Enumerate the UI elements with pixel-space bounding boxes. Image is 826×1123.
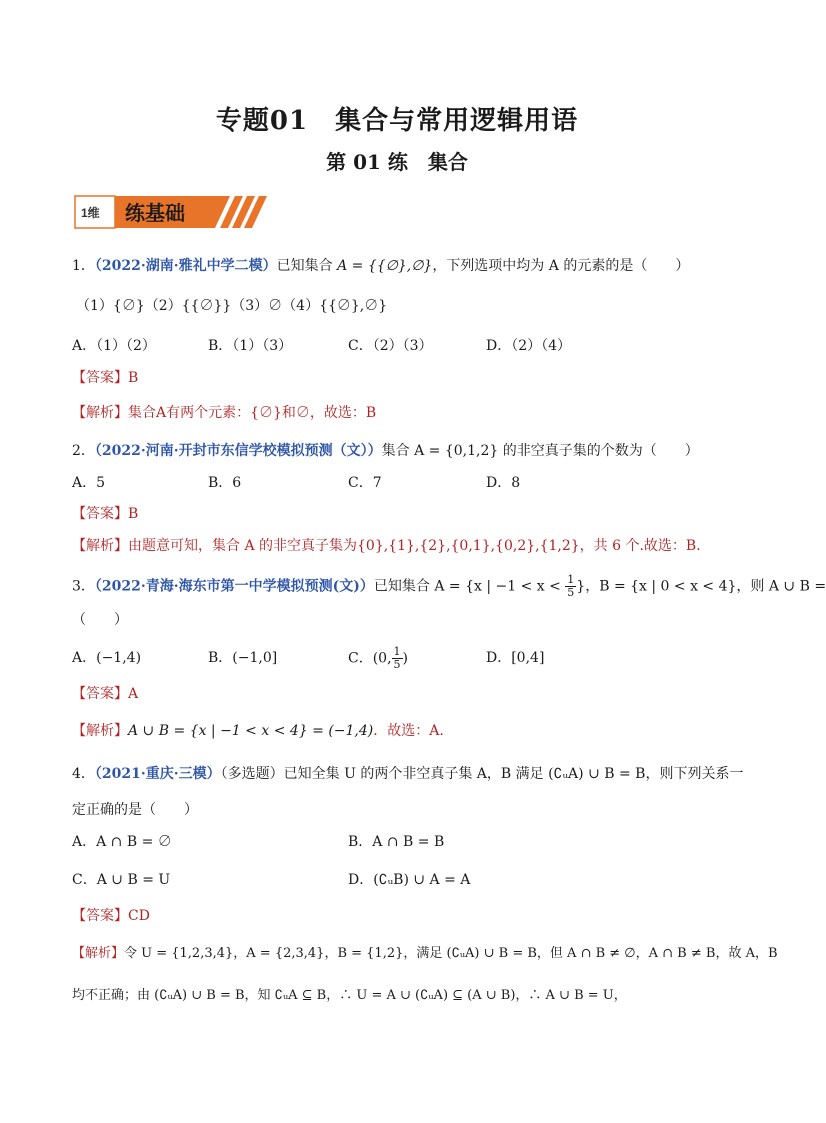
question-4-stem-cont: 定正确的是（ ）: [72, 802, 198, 818]
question-3-source: （2022·青海·海东市第一中学模拟预测(文)）: [94, 578, 374, 595]
question-2-option-a: A．5: [72, 475, 106, 491]
question-2-option-c: C．7: [348, 475, 382, 491]
question-3-stem: 3．（2022·青海·海东市第一中学模拟预测(文)）已知集合 A = {x | −1 < x < $\frac{1}{5}$ }，B = {x | 0 < x < 4}，则 A ∪ B =: [72, 573, 826, 599]
question-1-answer: 【答案】B: [72, 370, 139, 386]
question-3-answer: 【答案】A: [72, 686, 139, 702]
question-4-answer: 【答案】CD: [72, 908, 150, 924]
banner-badge: 1维: [81, 206, 100, 220]
question-3-option-c: C．(0, $\frac{1}{5}$ ): [348, 645, 408, 671]
question-1-option-d: D．（2）（4）: [486, 338, 572, 354]
page-subtitle: 第 01 练 集合: [326, 150, 468, 174]
question-1-source: （2022·湖南·雅礼中学二模）: [94, 258, 277, 274]
question-3-option-a: A．(−1,4): [72, 650, 142, 666]
question-1-items: （1）{∅}（2）{{∅}}（3）∅（4）{{∅},∅}: [76, 298, 388, 314]
fraction-one-fifth: $\frac{1}{5}$: [567, 573, 575, 599]
question-3-analysis: 【解析】A ∪ B = {x | −1 < x < 4} = (−1,4)．故选：A.: [72, 723, 444, 739]
section-banner: [75, 192, 275, 232]
question-3-option-d: D．[0,4]: [486, 650, 545, 666]
question-4-source: （2021·重庆·三模）: [94, 766, 221, 782]
page-title: 专题01 集合与常用逻辑用语: [215, 106, 579, 136]
banner-graphic: [75, 192, 275, 232]
question-1-analysis: 【解析】集合A有两个元素：{∅}和∅，故选：B: [72, 405, 377, 421]
question-1-option-a: A．（1）（2）: [72, 338, 156, 354]
question-4-option-a: A．A ∩ B = ∅: [72, 834, 172, 850]
question-2-option-b: B．6: [208, 475, 242, 491]
question-4-analysis: 【解析】令 U = {1,2,3,4}，A = {2,3,4}，B = {1,2}，满足 (∁ᵤA) ∪ B = B，但 A ∩ B ≠ ∅，A ∩ B ≠ B，故 A，B: [72, 946, 778, 961]
banner-label: 练基础: [125, 203, 185, 225]
question-4-option-c: C．A ∪ B = U: [72, 872, 171, 888]
question-2-answer: 【答案】B: [72, 506, 139, 522]
question-1-option-c: C．（2）（3）: [348, 338, 433, 354]
question-4-stem: 4．（2021·重庆·三模）（多选题）已知全集 U 的两个非空真子集 A，B 满足 (∁ᵤA) ∪ B = B，则下列关系一: [72, 766, 744, 782]
question-1-stem: 1．（2022·湖南·雅礼中学二模）已知集合 A = {{∅},∅}，下列选项中均为 A 的元素的是（ ）: [72, 258, 690, 274]
question-2-option-d: D．8: [486, 475, 521, 491]
question-4-analysis-cont: 均不正确；由 (∁ᵤA) ∪ B = B，知 ∁ᵤA ⊆ B，∴ U = A ∪ (∁ᵤA) ⊆ (A ∪ B)，∴ A ∪ B = U，: [72, 988, 627, 1003]
question-2-analysis: 【解析】由题意可知，集合 A 的非空真子集为{0},{1},{2},{0,1},{0,2},{1,2}，共 6 个.故选：B.: [72, 538, 701, 554]
question-4-option-d: D．(∁ᵤB) ∪ A = A: [348, 872, 471, 888]
question-3-option-b: B．(−1,0]: [208, 650, 278, 666]
question-2-stem: 2．（2022·河南·开封市东信学校模拟预测（文））集合 A = {0,1,2} 的非空真子集的个数为（ ）: [72, 443, 699, 459]
question-2-source: （2022·河南·开封市东信学校模拟预测（文））: [94, 443, 382, 459]
question-3-stem-cont: （ ）: [72, 612, 128, 628]
question-4-option-b: B．A ∩ B = B: [348, 834, 445, 850]
question-1-option-b: B．（1）（3）: [208, 338, 293, 354]
